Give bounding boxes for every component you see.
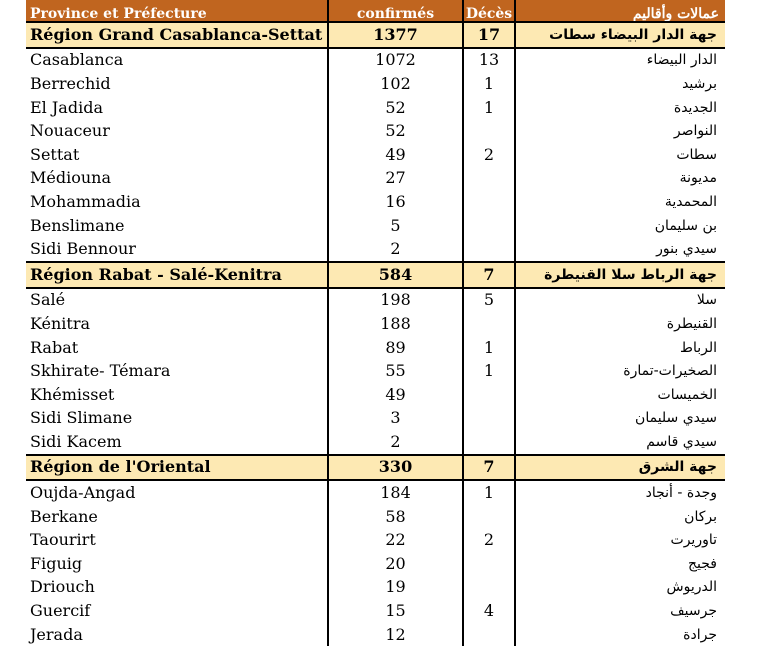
confirmed-count: 15: [328, 599, 463, 623]
province-arabic-name: بن سليمان: [515, 214, 725, 238]
table-row: [26, 214, 725, 238]
table-row: [26, 119, 725, 143]
province-arabic-name: الرباط: [515, 336, 725, 360]
table-row: [26, 528, 725, 552]
table-row: [26, 48, 725, 73]
confirmed-count: 5: [328, 214, 463, 238]
province-name: Jerada: [30, 624, 83, 644]
province-name: Rabat: [30, 337, 79, 357]
region-confirmed: 1377: [328, 22, 463, 48]
deaths-count: 13: [463, 48, 515, 73]
cases-table: [26, 0, 725, 646]
province-name: Sidi Slimane: [30, 408, 133, 428]
confirmed-count: 16: [328, 190, 463, 214]
deaths-count: [463, 430, 515, 455]
deaths-count: [463, 190, 515, 214]
confirmed-count: 58: [328, 505, 463, 529]
table-row: [26, 599, 725, 623]
table-row: [26, 576, 725, 600]
table-row: [26, 552, 725, 576]
deaths-count: 1: [463, 96, 515, 120]
province-name: El Jadida: [30, 97, 103, 117]
header-arabic: عمالات وأقاليم: [515, 0, 725, 22]
province-arabic-name: المحمدية: [515, 190, 725, 214]
province-name: Settat: [30, 144, 80, 164]
province-name: Khémisset: [30, 384, 115, 404]
region-deaths: 7: [463, 455, 515, 481]
province-name: Salé: [30, 290, 66, 310]
table-row: [26, 143, 725, 167]
province-arabic-name: جرسيف: [515, 599, 725, 623]
deaths-count: 2: [463, 528, 515, 552]
region-arabic: جهة الشرق: [515, 455, 725, 481]
province-arabic-name: سيدي قاسم: [515, 430, 725, 455]
confirmed-count: 2: [328, 430, 463, 455]
deaths-count: 2: [463, 143, 515, 167]
province-arabic-name: الجديدة: [515, 96, 725, 120]
cases-table-container: [26, 0, 725, 646]
province-name: Guercif: [30, 601, 91, 621]
province-arabic-name: الدريوش: [515, 576, 725, 600]
deaths-count: [463, 119, 515, 143]
table-row: [26, 505, 725, 529]
confirmed-count: 188: [328, 312, 463, 336]
deaths-count: [463, 407, 515, 431]
confirmed-count: 3: [328, 407, 463, 431]
table-row: [26, 383, 725, 407]
province-arabic-name: جرادة: [515, 623, 725, 646]
header-confirmed: confirmés: [328, 0, 463, 22]
province-name: Casablanca: [30, 50, 124, 70]
confirmed-count: 198: [328, 288, 463, 313]
province-arabic-name: سطات: [515, 143, 725, 167]
deaths-count: [463, 505, 515, 529]
header-row: [26, 0, 725, 22]
province-arabic-name: الخميسات: [515, 383, 725, 407]
table-row: [26, 96, 725, 120]
province-name: Kénitra: [30, 313, 91, 333]
deaths-count: [463, 576, 515, 600]
province-arabic-name: بركان: [515, 505, 725, 529]
province-arabic-name: النواصر: [515, 119, 725, 143]
deaths-count: 4: [463, 599, 515, 623]
deaths-count: [463, 383, 515, 407]
table-row: [26, 480, 725, 505]
confirmed-count: 12: [328, 623, 463, 646]
region-confirmed: 584: [328, 262, 463, 288]
deaths-count: [463, 167, 515, 191]
table-row: [26, 167, 725, 191]
deaths-count: 1: [463, 359, 515, 383]
province-arabic-name: الدار البيضاء: [515, 48, 725, 73]
province-arabic-name: سيدي بنور: [515, 237, 725, 262]
province-arabic-name: فجيج: [515, 552, 725, 576]
deaths-count: [463, 552, 515, 576]
province-name: Taourirt: [30, 530, 96, 550]
table-row: [26, 72, 725, 96]
deaths-count: 1: [463, 336, 515, 360]
confirmed-count: 49: [328, 143, 463, 167]
confirmed-count: 102: [328, 72, 463, 96]
table-body: [26, 22, 725, 646]
province-arabic-name: وجدة - أنجاد: [515, 480, 725, 505]
province-name: Benslimane: [30, 215, 125, 235]
header-deaths: Décès: [463, 0, 515, 22]
province-arabic-name: تاوريرت: [515, 528, 725, 552]
table-row: [26, 336, 725, 360]
region-row: [26, 262, 725, 288]
province-name: Berkane: [30, 506, 98, 526]
deaths-count: [463, 214, 515, 238]
confirmed-count: 20: [328, 552, 463, 576]
province-name: Mohammadia: [30, 191, 141, 211]
province-arabic-name: الصخيرات-تمارة: [515, 359, 725, 383]
province-name: Sidi Bennour: [30, 239, 136, 259]
confirmed-count: 19: [328, 576, 463, 600]
confirmed-count: 49: [328, 383, 463, 407]
table-row: [26, 430, 725, 455]
deaths-count: [463, 237, 515, 262]
confirmed-count: 89: [328, 336, 463, 360]
region-name: Région de l'Oriental: [26, 455, 328, 481]
table-row: [26, 190, 725, 214]
header-province: Province et Préfecture: [26, 0, 328, 22]
province-name: Figuig: [30, 553, 83, 573]
deaths-count: [463, 312, 515, 336]
confirmed-count: 52: [328, 119, 463, 143]
table-row: [26, 312, 725, 336]
region-row: [26, 455, 725, 481]
confirmed-count: 184: [328, 480, 463, 505]
region-arabic: جهة الدار البيضاء سطات: [515, 22, 725, 48]
confirmed-count: 2: [328, 237, 463, 262]
region-deaths: 7: [463, 262, 515, 288]
confirmed-count: 27: [328, 167, 463, 191]
deaths-count: 5: [463, 288, 515, 313]
deaths-count: [463, 623, 515, 646]
confirmed-count: 22: [328, 528, 463, 552]
confirmed-count: 55: [328, 359, 463, 383]
province-name: Berrechid: [30, 73, 111, 93]
province-name: Driouch: [30, 577, 95, 597]
province-arabic-name: برشيد: [515, 72, 725, 96]
table-row: [26, 237, 725, 262]
confirmed-count: 52: [328, 96, 463, 120]
region-name: Région Rabat - Salé-Kenitra: [26, 262, 328, 288]
province-name: Médiouna: [30, 168, 111, 188]
province-name: Nouaceur: [30, 121, 110, 141]
region-arabic: جهة الرباط سلا القنيطرة: [515, 262, 725, 288]
confirmed-count: 1072: [328, 48, 463, 73]
province-name: Oujda-Angad: [30, 483, 136, 503]
province-arabic-name: القنيطرة: [515, 312, 725, 336]
region-deaths: 17: [463, 22, 515, 48]
table-row: [26, 623, 725, 646]
table-row: [26, 288, 725, 313]
deaths-count: 1: [463, 72, 515, 96]
region-row: [26, 22, 725, 48]
province-arabic-name: سلا: [515, 288, 725, 313]
region-confirmed: 330: [328, 455, 463, 481]
province-name: Skhirate- Témara: [30, 361, 171, 381]
table-row: [26, 359, 725, 383]
province-arabic-name: مديونة: [515, 167, 725, 191]
table-row: [26, 407, 725, 431]
deaths-count: 1: [463, 480, 515, 505]
region-name: Région Grand Casablanca-Settat: [26, 22, 328, 48]
province-name: Sidi Kacem: [30, 431, 122, 451]
province-arabic-name: سيدي سليمان: [515, 407, 725, 431]
